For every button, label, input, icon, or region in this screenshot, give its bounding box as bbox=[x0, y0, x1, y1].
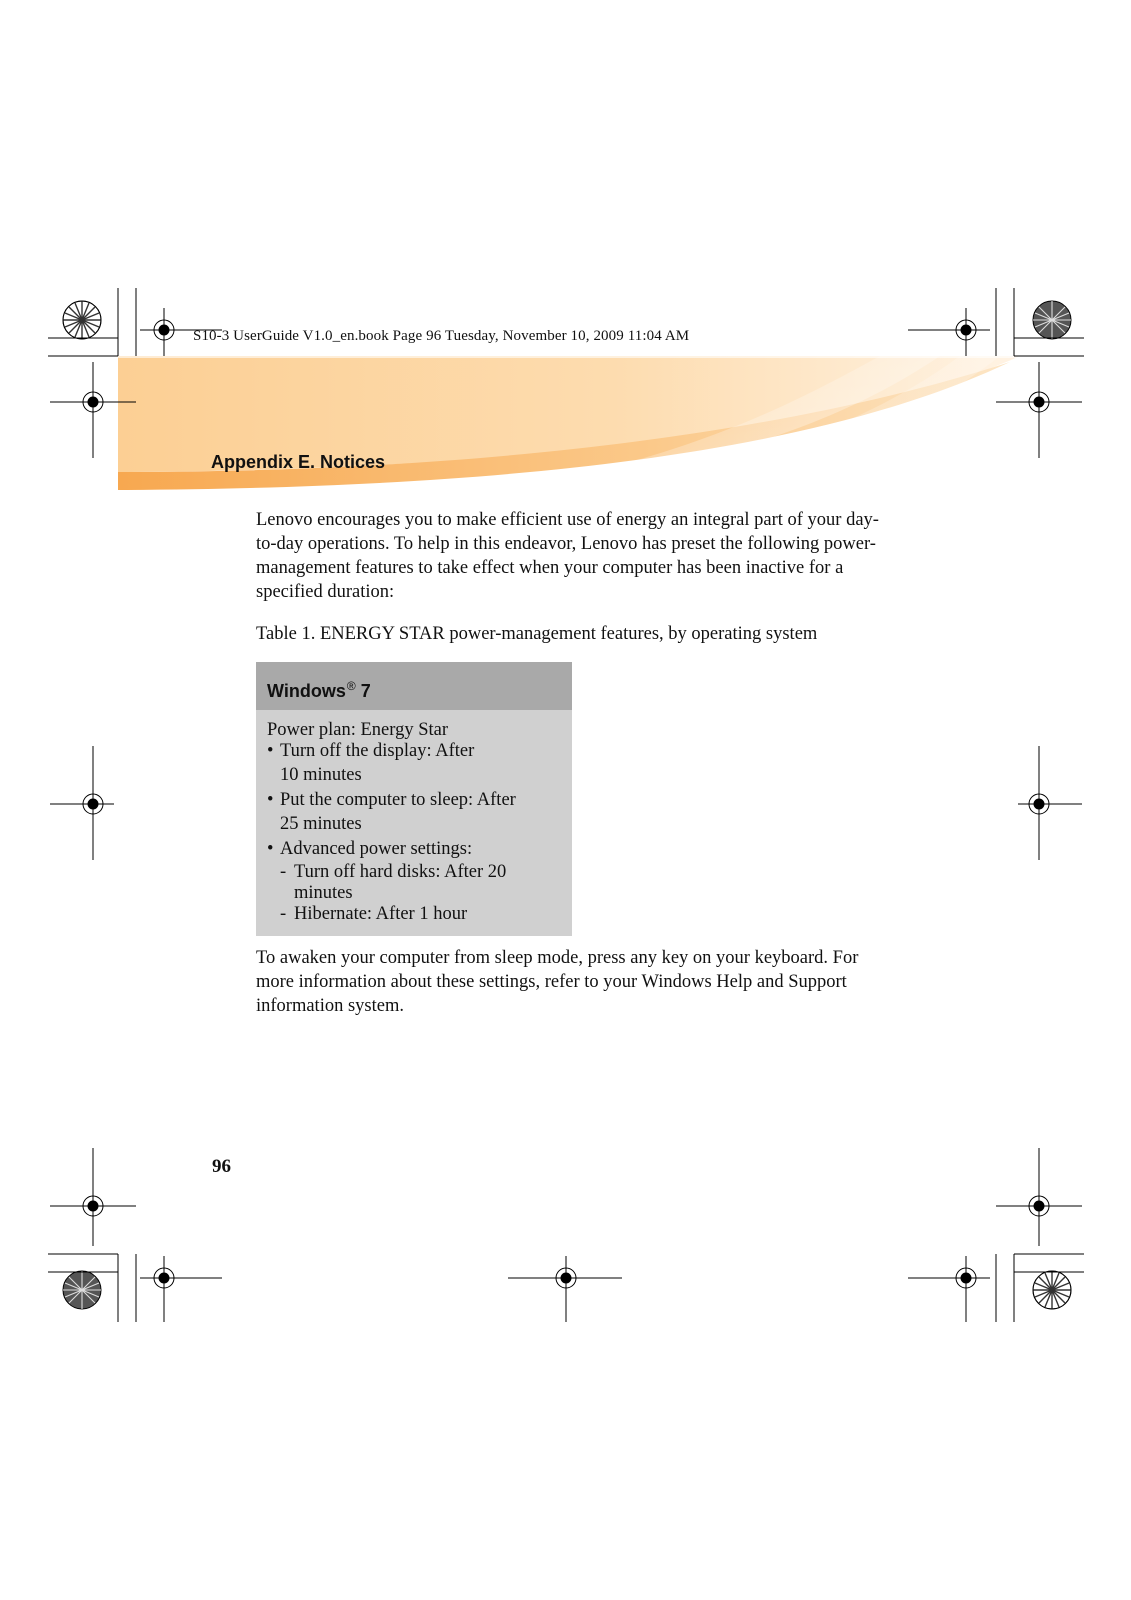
list-item-text-cont: 25 minutes bbox=[280, 814, 362, 834]
registration-sunburst-icon bbox=[1033, 1271, 1071, 1309]
table-header bbox=[256, 662, 572, 710]
crosshair-target-icon bbox=[908, 308, 990, 356]
table-caption: Table 1. ENERGY STAR power-management features, by operating system bbox=[256, 624, 818, 644]
energy-star-table bbox=[256, 662, 572, 936]
registration-sunburst-dark-icon bbox=[1033, 301, 1071, 339]
registration-sunburst-icon bbox=[63, 301, 101, 339]
intro-paragraph: Lenovo encourages you to make efficient use of energy an integral part of your day-to-day operations. To help in this endeavor, Lenovo has preset the following power-management features to take effect when your computer has been inactive for a specified duration: bbox=[256, 510, 879, 602]
bullet: • bbox=[267, 741, 274, 761]
bullet: • bbox=[267, 790, 274, 810]
table-header-os: Windows bbox=[267, 681, 346, 701]
crosshair-target-icon bbox=[908, 1256, 990, 1322]
table-body bbox=[256, 710, 572, 936]
list-item bbox=[267, 741, 564, 786]
list-item-text: Turn off the display: After bbox=[280, 741, 475, 761]
sub-list-item bbox=[267, 904, 564, 925]
crosshair-target-icon bbox=[50, 746, 114, 860]
sub-list-item-text: Hibernate: After 1 hour bbox=[294, 904, 468, 924]
closing-paragraph: To awaken your computer from sleep mode, press any key on your keyboard. For more information about these settings, refer to your Windows Help and Support information system. bbox=[256, 948, 859, 1016]
crosshair-target-icon bbox=[1018, 746, 1082, 860]
registration-sunburst-dark-icon bbox=[63, 1271, 101, 1309]
dash: - bbox=[280, 904, 287, 924]
sub-list-item-text: Turn off hard disks: After 20 bbox=[294, 862, 507, 882]
crosshair-target-icon bbox=[140, 1256, 222, 1322]
list-item-text: Advanced power settings: bbox=[280, 839, 473, 859]
sub-list-item bbox=[267, 862, 564, 904]
list-item bbox=[267, 839, 564, 860]
registered-mark: ® bbox=[346, 679, 356, 693]
bullet: • bbox=[267, 839, 274, 859]
sub-list-item-text-cont: minutes bbox=[294, 883, 353, 903]
crosshair-target-icon bbox=[996, 1148, 1082, 1246]
list-item-text-cont: 10 minutes bbox=[280, 765, 362, 785]
crosshair-target-icon bbox=[50, 362, 136, 458]
crosshair-target-icon bbox=[50, 1148, 136, 1246]
list-item-text: Put the computer to sleep: After bbox=[280, 790, 516, 810]
crosshair-target-icon bbox=[996, 362, 1082, 458]
dash: - bbox=[280, 862, 287, 882]
power-plan: Power plan: Energy Star bbox=[267, 720, 449, 740]
list-item bbox=[267, 790, 564, 835]
section-title: Appendix E. Notices bbox=[211, 452, 386, 472]
running-head: S10-3 UserGuide V1.0_en.book Page 96 Tuesday, November 10, 2009 11:04 AM bbox=[193, 328, 690, 344]
crosshair-target-icon bbox=[508, 1256, 622, 1322]
page-number: 96 bbox=[212, 1156, 231, 1177]
table-header-version: 7 bbox=[360, 681, 371, 701]
